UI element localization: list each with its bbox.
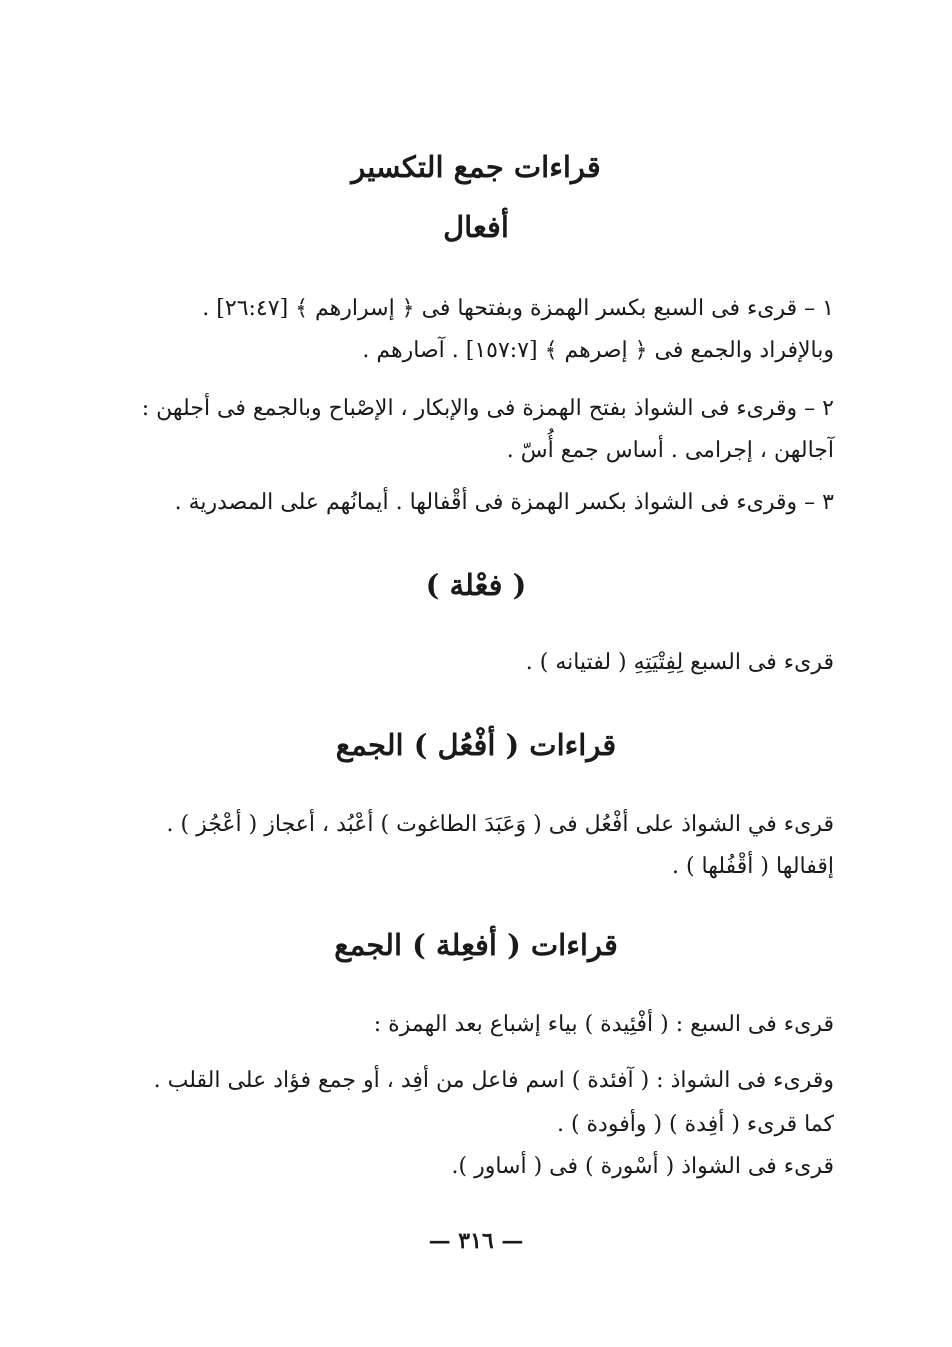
paragraph-item-1-line-1: ١ – قرىء فى السبع بكسر الهمزة وبفتحها فى ﴿ إسرارهم ﴾ [٢٦:٤٧] . bbox=[202, 296, 834, 321]
paragraph-afila-line-1: قرىء فى السبع : ( أفْئِيدة ) بياء إشباع بعد الهمزة : bbox=[373, 1012, 834, 1037]
section-heading-afaal: أفعال bbox=[443, 210, 509, 244]
paragraph-afila-line-2: وقرىء فى الشواذ : ( آفئدة ) اسم فاعل من أفِد ، أو جمع فؤاد على القلب . bbox=[153, 1068, 834, 1093]
paragraph-item-3-line-1: ٣ – وقرىء فى الشواذ بكسر الهمزة فى أقْفالها . أيمانُهم على المصدرية . bbox=[174, 490, 834, 515]
paragraph-fiala-line-1: قرىء فى السبع لِفِتْيَتِهِ ( لفتيانه ) . bbox=[525, 650, 834, 675]
paragraph-item-1-line-2: وبالإفراد والجمع فى ﴿ إصرهم ﴾ [١٥٧:٧] . آصارهم . bbox=[362, 338, 834, 363]
paragraph-afuul-line-2: إقفالها ( أقْفُلها ) . bbox=[671, 854, 834, 879]
page-title: قراءات جمع التكسير bbox=[351, 150, 601, 184]
section-heading-afuul: قراءات ( أفْعُل ) الجمع bbox=[335, 728, 617, 762]
section-heading-fiala: ( فعْلة ) bbox=[425, 568, 527, 602]
paragraph-afila-line-3: كما قرىء ( أفِدة ) ( وأفودة ) . bbox=[556, 1112, 834, 1137]
section-heading-afila: قراءات ( أفعِلة ) الجمع bbox=[334, 928, 618, 962]
page-number: — ٣١٦ — bbox=[428, 1228, 524, 1254]
paragraph-item-2-line-2: آجالهن ، إجرامى . أساس جمع أُسّ . bbox=[506, 438, 834, 463]
paragraph-item-2-line-1: ٢ – وقرىء فى الشواذ بفتح الهمزة فى والإبكار ، الإصْباح وبالجمع فى أجلهن : bbox=[141, 396, 834, 421]
paragraph-afila-line-4: قرىء فى الشواذ ( أسْورة ) فى ( أساور ). bbox=[451, 1154, 834, 1179]
paragraph-afuul-line-1: قرىء في الشواذ على أفْعُل فى ( وَعَبَدَ الطاغوت ) أعْبُد ، أعجاز ( أعْجُز ) . bbox=[166, 812, 834, 837]
